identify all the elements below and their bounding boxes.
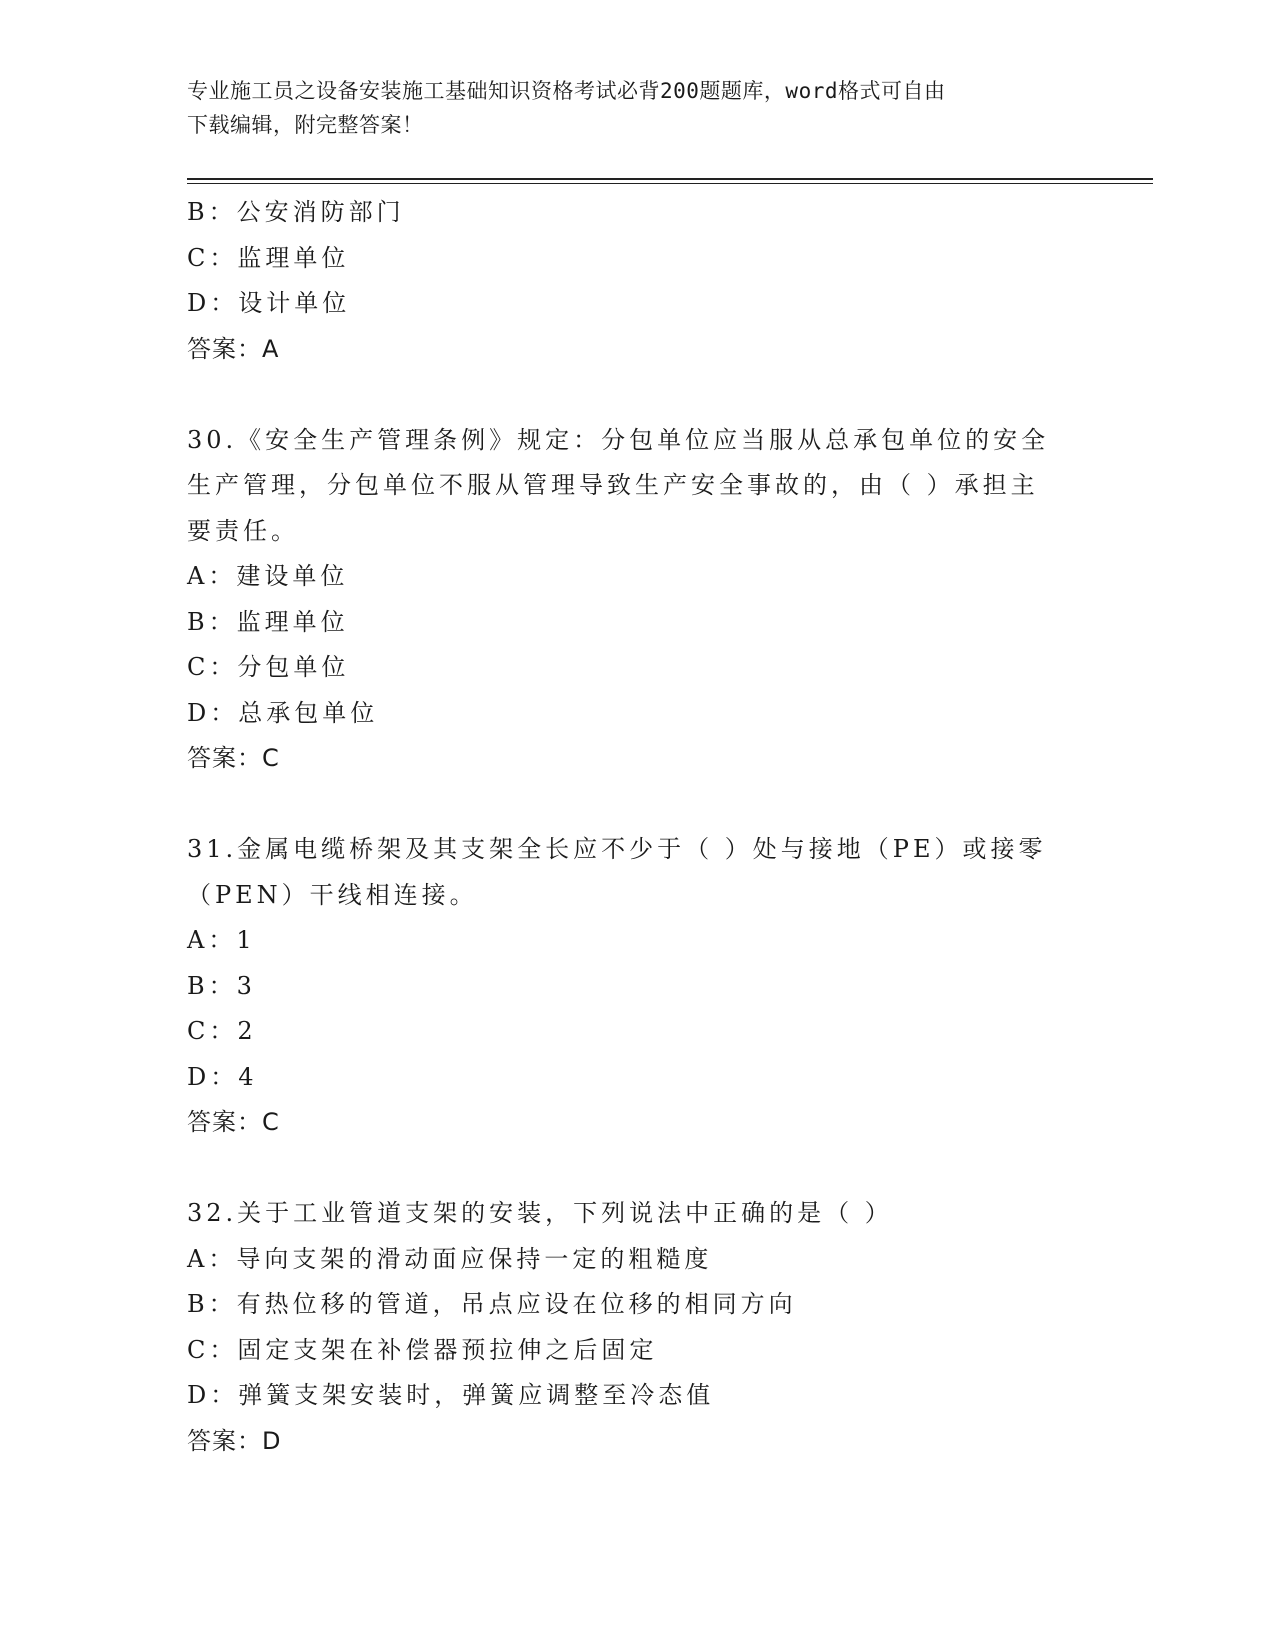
question-text-line: 30.《安全生产管理条例》规定：分包单位应当服从总承包单位的安全 bbox=[187, 425, 1050, 454]
option-d: D：弹簧支架安装时，弹簧应调整至冷态值 bbox=[187, 1381, 715, 1409]
question-block-31 bbox=[187, 827, 1087, 1146]
block-spacer bbox=[187, 1146, 1087, 1192]
question-block-30 bbox=[187, 418, 1087, 782]
header-line-2: 下载编辑，附完整答案！ bbox=[187, 113, 424, 137]
answer-line: 答案：C bbox=[187, 1108, 280, 1136]
option-a: A：建设单位 bbox=[187, 562, 349, 590]
question-text-line: 生产管理，分包单位不服从管理导致生产安全事故的，由（ ）承担主 bbox=[187, 471, 1039, 499]
page-header bbox=[187, 74, 1067, 142]
header-rule-thick bbox=[187, 178, 1153, 180]
question-text-line: 31.金属电缆桥架及其支架全长应不少于（ ）处与接地（PE）或接零 bbox=[187, 835, 1047, 863]
option-c: C：2 bbox=[187, 1017, 257, 1045]
header-line-1: 专业施工员之设备安装施工基础知识资格考试必背200题题库，word格式可自由 bbox=[187, 79, 946, 103]
option-c: C：监理单位 bbox=[187, 243, 350, 272]
question-block-32 bbox=[187, 1191, 1087, 1464]
option-d: D：设计单位 bbox=[187, 289, 351, 317]
option-a: A：导向支架的滑动面应保持一定的粗糙度 bbox=[187, 1244, 713, 1273]
question-text-line: 32.关于工业管道支架的安装，下列说法中正确的是（ ） bbox=[187, 1199, 893, 1227]
option-b: B：公安消防部门 bbox=[187, 198, 405, 226]
block-spacer bbox=[187, 372, 1087, 418]
option-b: B：有热位移的管道，吊点应设在位移的相同方向 bbox=[187, 1290, 797, 1318]
question-list bbox=[187, 190, 1087, 1464]
option-c: C：固定支架在补偿器预拉伸之后固定 bbox=[187, 1335, 658, 1364]
option-d: D：总承包单位 bbox=[187, 698, 379, 727]
block-spacer bbox=[187, 782, 1087, 828]
header-rule-thin bbox=[187, 183, 1153, 184]
option-b: B：3 bbox=[187, 971, 256, 1000]
question-block-29 bbox=[187, 190, 1087, 372]
option-a: A：1 bbox=[187, 926, 256, 954]
option-d: D：4 bbox=[187, 1062, 258, 1091]
question-text-line: 要责任。 bbox=[187, 516, 299, 545]
answer-line: 答案：D bbox=[187, 1426, 282, 1455]
question-text-line: （PEN）干线相连接。 bbox=[187, 880, 478, 909]
answer-line: 答案：C bbox=[187, 744, 280, 772]
option-b: B：监理单位 bbox=[187, 607, 349, 636]
answer-line: 答案：A bbox=[187, 334, 280, 363]
option-c: C：分包单位 bbox=[187, 653, 350, 681]
